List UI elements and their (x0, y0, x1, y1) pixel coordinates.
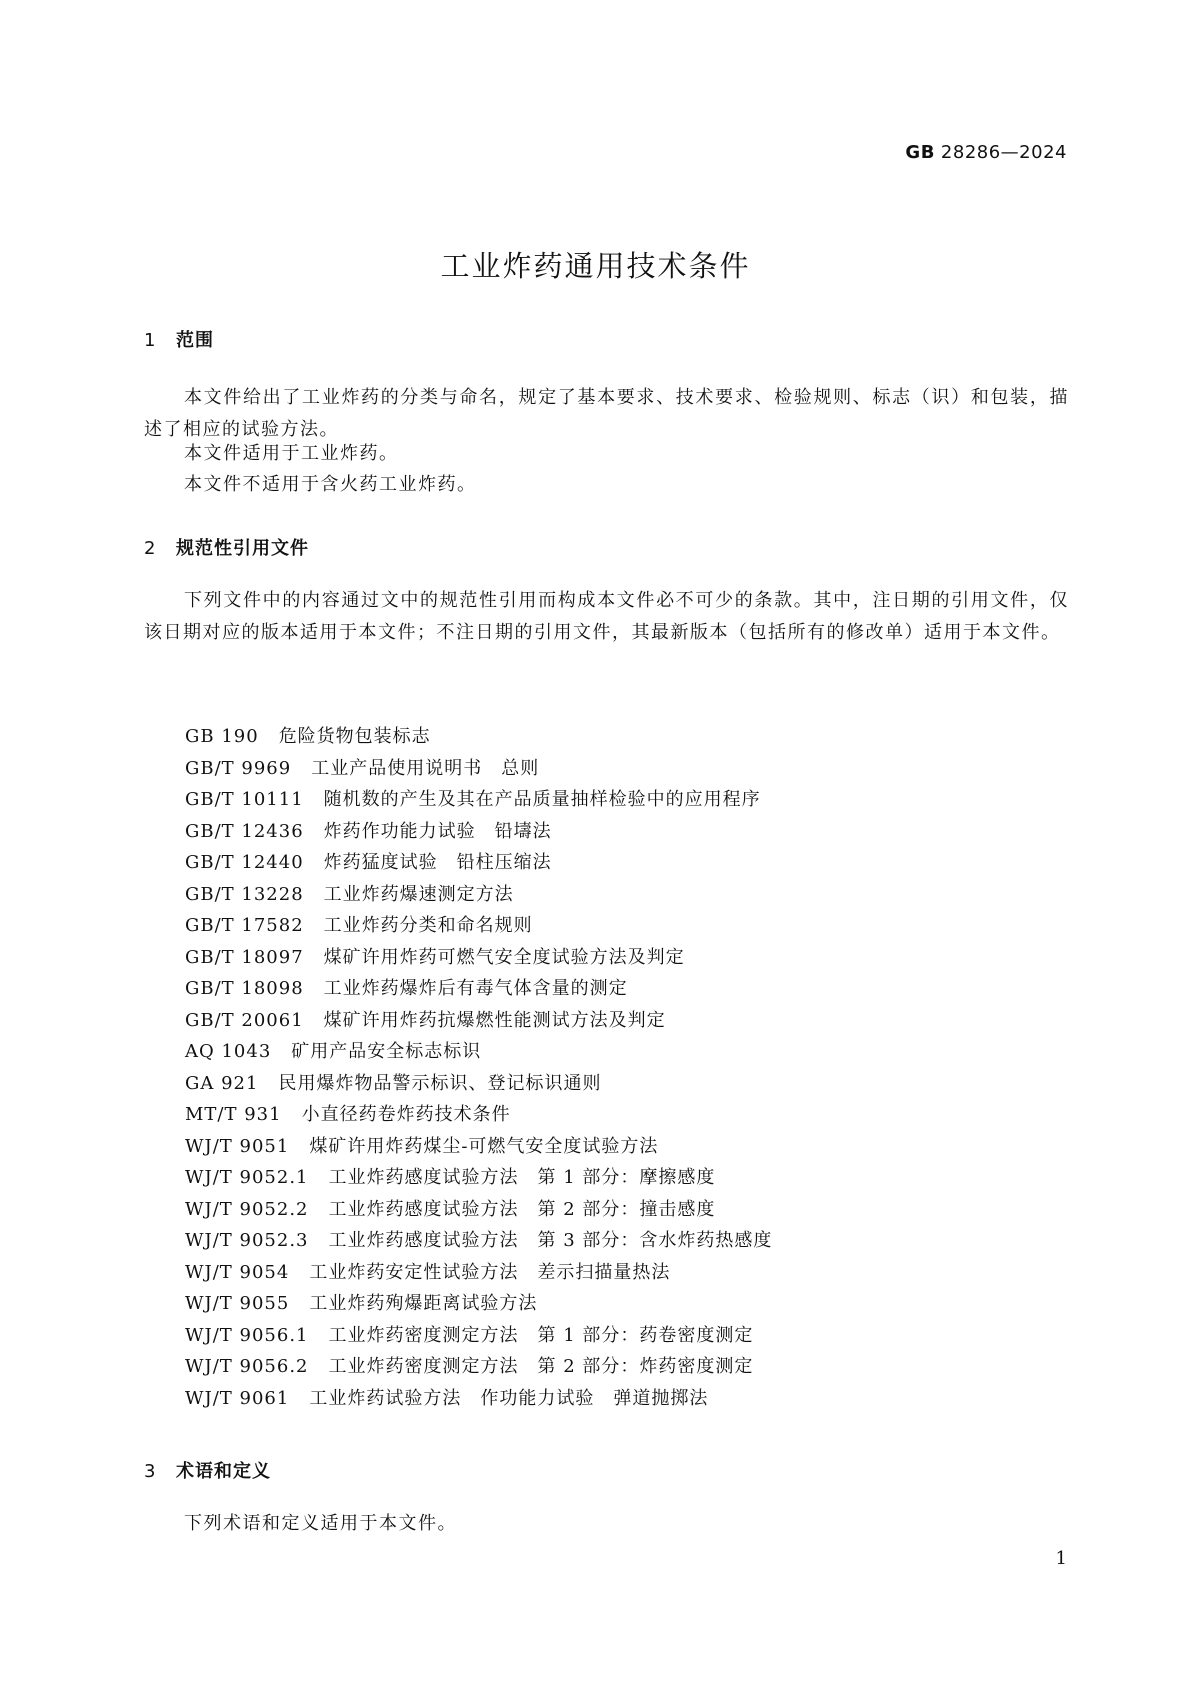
reference-item (185, 973, 772, 1005)
section-number: 2 (144, 538, 157, 559)
reference-item (185, 816, 772, 848)
reference-title: 小直径药卷炸药技术条件 (301, 1104, 511, 1125)
reference-item (185, 753, 772, 785)
reference-item (185, 910, 772, 942)
reference-title: 工业炸药密度测定方法 第 2 部分：炸药密度测定 (328, 1356, 754, 1377)
terms-intro: 下列术语和定义适用于本文件。 (184, 1513, 457, 1534)
reference-code: WJ/T 9056.1 (185, 1324, 309, 1346)
reference-item (185, 1005, 772, 1037)
reference-title: 工业炸药安定性试验方法 差示扫描量热法 (309, 1261, 671, 1283)
section-heading-scope (144, 326, 214, 352)
reference-code: WJ/T 9052.2 (185, 1198, 309, 1220)
reference-title: 工业炸药试验方法 作功能力试验 弹道抛掷法 (309, 1387, 709, 1409)
scope-paragraph: 本文件适用于工业炸药。 (184, 443, 399, 464)
reference-item (185, 1320, 772, 1352)
scope-paragraph: 本文件不适用于含火药工业炸药。 (184, 474, 477, 495)
reference-item (185, 1383, 772, 1415)
reference-code: GB/T 18097 (185, 946, 304, 968)
section-number: 3 (144, 1461, 157, 1482)
standard-code: 28286—2024 (940, 142, 1067, 163)
reference-code: WJ/T 9052.3 (185, 1230, 309, 1251)
reference-title: 民用爆炸物品警示标识、登记标识通则 (278, 1072, 602, 1094)
reference-code: GB/T 10111 (185, 789, 304, 810)
reference-code: WJ/T 9055 (185, 1293, 290, 1314)
page-number: 1 (1055, 1548, 1067, 1569)
section-title: 术语和定义 (176, 1461, 271, 1482)
reference-code: GB/T 20061 (185, 1009, 304, 1031)
reference-title: 危险货物包装标志 (278, 726, 431, 747)
reference-title: 工业炸药爆速测定方法 (323, 883, 514, 905)
reference-title: 工业炸药密度测定方法 第 1 部分：药卷密度测定 (328, 1324, 754, 1346)
document-title: 工业炸药通用技术条件 (440, 249, 751, 283)
reference-item (185, 1099, 772, 1131)
reference-code: WJ/T 9051 (185, 1135, 290, 1157)
reference-code: MT/T 931 (185, 1104, 282, 1125)
reference-title: 工业炸药感度试验方法 第 2 部分：撞击感度 (328, 1198, 716, 1220)
reference-title: 工业炸药爆炸后有毒气体含量的测定 (323, 978, 628, 999)
reference-item (185, 1194, 772, 1226)
reference-title: 工业炸药感度试验方法 第 3 部分：含水炸药热感度 (328, 1230, 773, 1251)
reference-item (185, 1225, 772, 1257)
reference-item (185, 721, 772, 753)
reference-title: 随机数的产生及其在产品质量抽样检验中的应用程序 (323, 789, 761, 810)
reference-item (185, 1162, 772, 1194)
reference-title: 矿用产品安全标志标识 (291, 1041, 482, 1062)
standard-prefix: GB (905, 142, 935, 163)
reference-code: AQ 1043 (185, 1041, 272, 1062)
reference-title: 工业炸药感度试验方法 第 1 部分：摩擦感度 (328, 1167, 716, 1188)
reference-code: GB/T 12440 (185, 852, 304, 873)
reference-code: WJ/T 9054 (185, 1261, 290, 1283)
reference-code: GB/T 17582 (185, 915, 304, 936)
reference-title: 炸药作功能力试验 铅壔法 (323, 820, 552, 842)
section-heading-normative (144, 534, 309, 560)
reference-item (185, 942, 772, 974)
reference-title: 煤矿许用炸药煤尘-可燃气安全度试验方法 (309, 1135, 659, 1157)
reference-title: 煤矿许用炸药可燃气安全度试验方法及判定 (323, 946, 685, 968)
section-title: 范围 (176, 330, 214, 351)
reference-code: GB/T 13228 (185, 883, 304, 905)
reference-code: WJ/T 9052.1 (185, 1167, 309, 1188)
reference-code: WJ/T 9061 (185, 1387, 290, 1409)
reference-item (185, 1131, 772, 1163)
reference-title: 工业炸药分类和命名规则 (323, 915, 533, 936)
reference-code: GA 921 (185, 1072, 259, 1094)
reference-item (185, 1068, 772, 1100)
standard-number (905, 142, 1067, 163)
reference-title: 煤矿许用炸药抗爆燃性能测试方法及判定 (323, 1009, 666, 1031)
reference-title: 工业炸药殉爆距离试验方法 (309, 1293, 538, 1314)
reference-code: GB/T 12436 (185, 820, 304, 842)
scope-paragraph: 本文件给出了工业炸药的分类与命名，规定了基本要求、技术要求、检验规则、标志（识）和包装，描述了相应的试验方法。 (144, 387, 1069, 440)
reference-title: 工业产品使用说明书 总则 (311, 757, 540, 779)
reference-list (185, 721, 772, 1414)
reference-code: GB 190 (185, 726, 259, 747)
reference-item (185, 879, 772, 911)
reference-item (185, 1351, 772, 1383)
reference-code: WJ/T 9056.2 (185, 1356, 309, 1377)
reference-title: 炸药猛度试验 铅柱压缩法 (323, 852, 552, 873)
section-heading-terms (144, 1457, 271, 1483)
normative-intro: 下列文件中的内容通过文中的规范性引用而构成本文件必不可少的条款。其中，注日期的引用文件，仅该日期对应的版本适用于本文件；不注日期的引用文件，其最新版本（包括所有的修改单）适用于本文件。 (144, 590, 1069, 643)
reference-item (185, 1036, 772, 1068)
section-title: 规范性引用文件 (176, 538, 309, 559)
reference-item (185, 1257, 772, 1289)
reference-item (185, 1288, 772, 1320)
reference-code: GB/T 9969 (185, 757, 292, 779)
reference-item (185, 847, 772, 879)
reference-item (185, 784, 772, 816)
section-number: 1 (144, 330, 157, 351)
reference-code: GB/T 18098 (185, 978, 304, 999)
